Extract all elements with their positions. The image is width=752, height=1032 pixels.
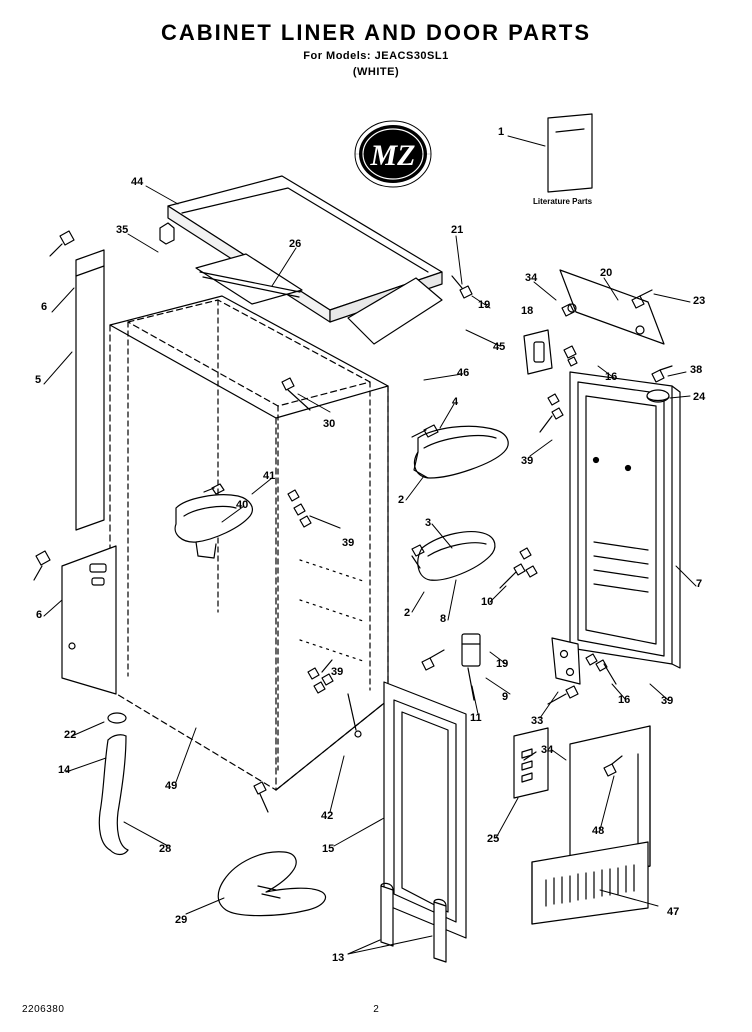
callout-46: 46	[457, 367, 470, 379]
callout-8: 8	[440, 613, 447, 625]
callout-16-bottom: 16	[618, 694, 631, 706]
page-number: 2	[373, 1004, 379, 1015]
page-title: CABINET LINER AND DOOR PARTS	[161, 20, 591, 45]
callout-6-bottom: 6	[36, 609, 43, 621]
callout-40: 40	[236, 499, 249, 511]
callout-18: 18	[521, 305, 534, 317]
callout-10: 10	[481, 596, 494, 608]
callout-39-d: 39	[661, 695, 674, 707]
callout-47: 47	[667, 906, 680, 918]
model-subtitle: For Models: JEACS30SL1	[303, 50, 449, 62]
callout-13: 13	[332, 952, 345, 964]
callout-26: 26	[289, 238, 302, 250]
callout-29: 29	[175, 914, 188, 926]
callout-2-a: 2	[398, 494, 405, 506]
callout-28: 28	[159, 843, 172, 855]
callout-39-a: 39	[521, 455, 534, 467]
callout-20: 20	[600, 267, 613, 279]
callout-19-bottom: 19	[496, 658, 509, 670]
callout-21: 21	[451, 224, 464, 236]
literature-parts-label: Literature Parts	[533, 197, 593, 206]
color-subtitle: (WHITE)	[352, 66, 400, 78]
callout-38: 38	[690, 364, 703, 376]
callout-44: 44	[131, 176, 144, 188]
callout-33: 33	[531, 715, 544, 727]
callout-49: 49	[165, 780, 178, 792]
callout-35: 35	[116, 224, 129, 236]
callout-1: 1	[498, 126, 505, 138]
callout-30: 30	[323, 418, 336, 430]
callout-16-top: 16	[605, 371, 618, 383]
callout-23: 23	[693, 295, 706, 307]
callout-5: 5	[35, 374, 42, 386]
callout-34-bottom: 34	[541, 744, 554, 756]
callout-15: 15	[322, 843, 335, 855]
callout-39-c: 39	[331, 666, 344, 678]
callout-39-b: 39	[342, 537, 355, 549]
callout-22: 22	[64, 729, 77, 741]
callout-14: 14	[58, 764, 71, 776]
callout-48: 48	[592, 825, 605, 837]
svg-text:MZ: MZ	[370, 139, 416, 172]
callout-25: 25	[487, 833, 500, 845]
callout-6-top: 6	[41, 301, 48, 313]
callout-41: 41	[263, 470, 276, 482]
callout-7: 7	[696, 578, 703, 590]
callout-4: 4	[452, 396, 459, 408]
maytag-logo	[352, 118, 434, 190]
callout-2-b: 2	[404, 607, 411, 619]
document-part-number: 2206380	[22, 1004, 65, 1015]
callout-42: 42	[321, 810, 334, 822]
callout-19-top: 19	[478, 299, 491, 311]
callout-3: 3	[425, 517, 432, 529]
callout-24: 24	[693, 391, 706, 403]
callout-9: 9	[502, 691, 509, 703]
callout-34-top: 34	[525, 272, 538, 284]
callout-11: 11	[470, 712, 482, 724]
callout-45: 45	[493, 341, 506, 353]
